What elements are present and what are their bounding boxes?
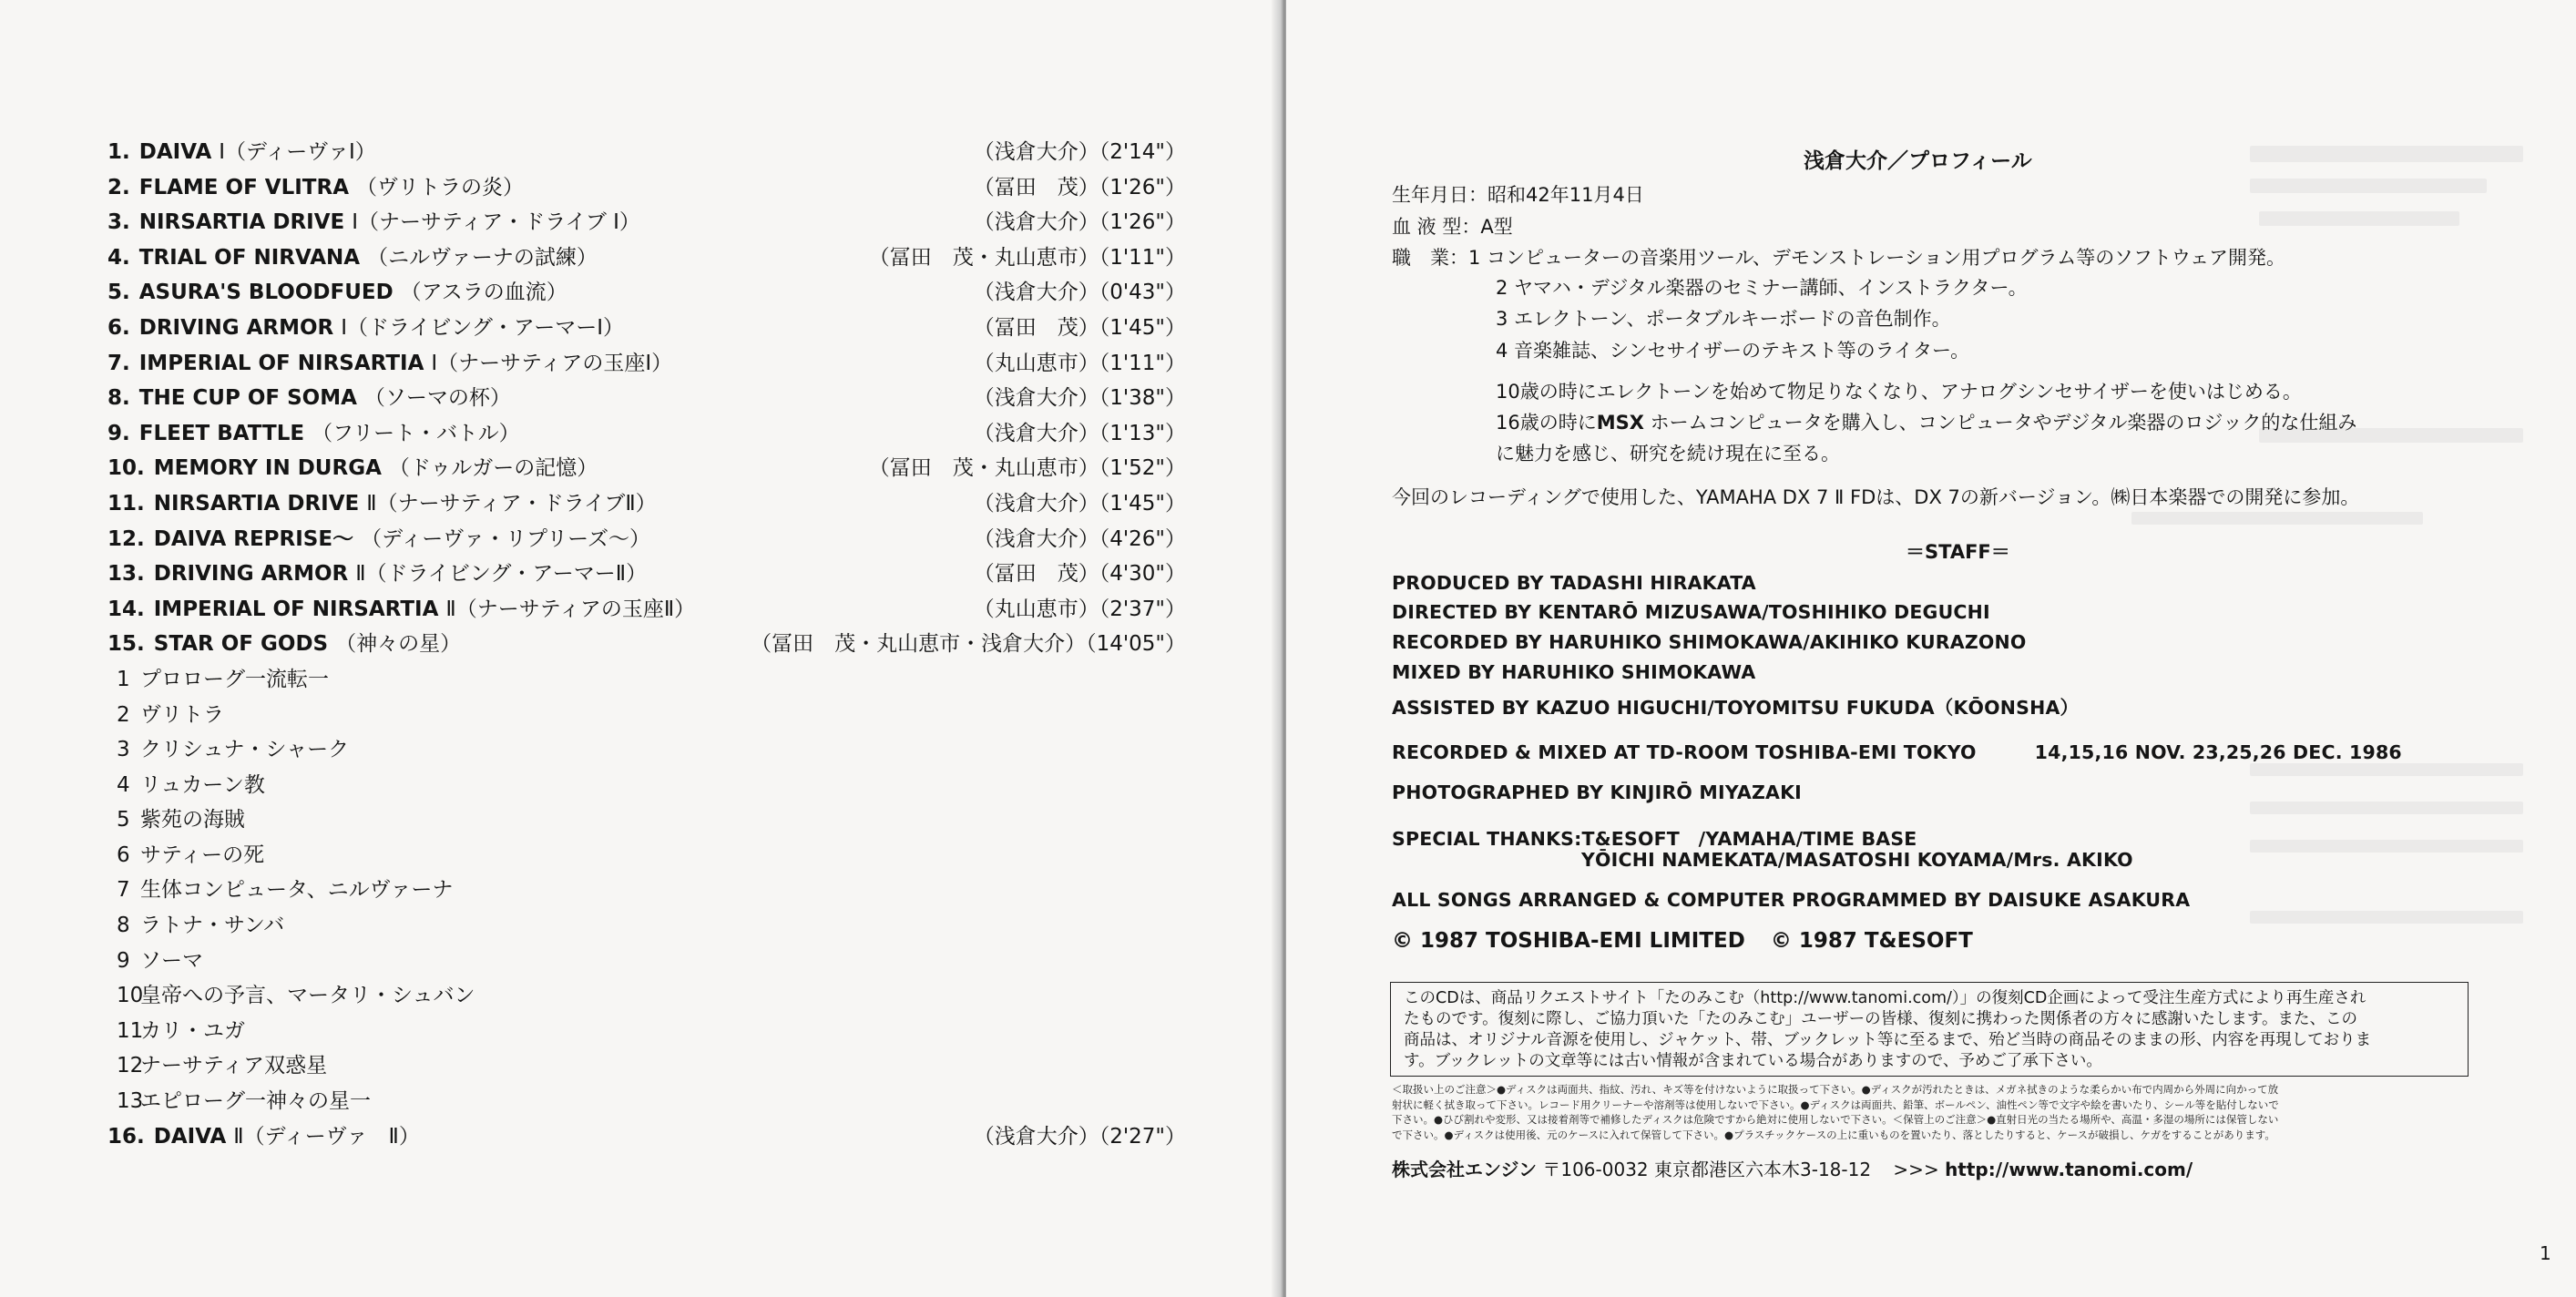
track-title: THE CUP OF SOMA — [138, 386, 357, 411]
track-title: DAIVA REPRISE～ — [153, 526, 354, 551]
subtrack-row — [107, 1014, 1186, 1049]
bio-line-2-end: ホームコンピュータを購入し、コンピュータやデジタル楽器のロジック的な仕組み — [1643, 412, 2357, 434]
track-japanese-title: （アスラの血流） — [400, 281, 567, 305]
notice-line: す。ブックレットの文章等には古い情報が含まれている場合がありますので、予めご了承下さい。 — [1404, 1052, 2102, 1070]
show-through-mark — [2131, 512, 2423, 525]
subtrack-row — [107, 732, 1186, 768]
track-credit: （浅倉大介）（1'26"） — [973, 210, 1186, 235]
track-title: DRIVING ARMOR — [138, 315, 334, 340]
subtrack-row — [107, 1084, 1186, 1119]
subtrack-number: 8 — [117, 914, 130, 938]
track-japanese-title: （フリート・バトル） — [312, 421, 520, 445]
track-credit: （冨田 茂）（1'45"） — [973, 315, 1186, 340]
track-number: 6. — [107, 315, 130, 340]
fine-print-line: ＜取扱い上のご注意＞●ディスクは両面共、指紋、汚れ、キズ等を付けないように取扱って下さい。●ディスクが汚れたときは、メガネ拭きのような柔らかい布で内周から外周に向かって放 — [1392, 1083, 2279, 1096]
subtrack-number: 1 — [117, 667, 130, 691]
track-title: NIRSARTIA DRIVE — [153, 491, 360, 516]
track-row — [107, 592, 1186, 628]
track-japanese-title: （ディーヴァ・リプリーズ～） — [361, 526, 650, 551]
track-credit: （丸山恵市）（2'37"） — [973, 597, 1186, 621]
track-row — [107, 416, 1186, 452]
handling-fine-print — [1392, 1082, 2472, 1142]
birth-row — [1392, 180, 1644, 208]
notice-line: 商品は、オリジナル音源を使用し、ジャケット、帯、ブックレット等に至るまで、殆ど当時の商品そのままの形、内容を再現しておりま — [1404, 1031, 2372, 1049]
subtrack-title: 皇帝への予言、マータリ・シュバン — [140, 984, 475, 1008]
track-japanese-title: Ⅱ（ドライビング・アーマーⅡ） — [355, 562, 648, 587]
tracklist — [107, 135, 1186, 1154]
track-number: 5. — [107, 281, 130, 305]
copyright-line — [1392, 929, 1973, 953]
track-title: DAIVA — [138, 140, 212, 164]
track-title: DAIVA — [153, 1124, 227, 1149]
track-number: 14. — [107, 597, 145, 621]
subtrack-number: 10 — [117, 984, 144, 1008]
dx7-note: 今回のレコーディングで使用した、YAMAHA DX 7 Ⅱ FDは、DX 7の新バージョン。㈱日本楽器での開発に参加。 — [1392, 486, 2360, 508]
subtrack-title: サティーの死 — [140, 843, 265, 867]
track-row — [107, 240, 1186, 276]
track-title: ASURA'S BLOODFUED — [138, 281, 394, 305]
subtrack-number: 2 — [117, 702, 130, 727]
track-japanese-title: Ⅰ（ディーヴァⅠ） — [219, 140, 376, 164]
job-item-2: 2 ヤマハ・デジタル楽器のセミナー講師、インストラクター。 — [1496, 277, 2028, 299]
msx-text: MSX — [1596, 412, 1644, 434]
subtrack-title: カリ・ユガ — [140, 1018, 245, 1043]
show-through-mark — [2250, 146, 2523, 162]
track-number: 10. — [107, 456, 145, 481]
track-number: 7. — [107, 351, 130, 375]
track-credit: （冨田 茂）（1'26"） — [973, 175, 1186, 199]
directed-credit: DIRECTED BY KENTARŌ MIZUSAWA/TOSHIHIKO DEGUCHI — [1392, 601, 1990, 623]
track-japanese-title: （ニルヴァーナの試練） — [367, 245, 598, 270]
subtrack-number: 4 — [117, 772, 130, 797]
subtrack-title: ソーマ — [140, 948, 203, 973]
track-title: NIRSARTIA DRIVE — [138, 210, 345, 235]
show-through-mark — [2250, 802, 2523, 814]
track-title: IMPERIAL OF NIRSARTIA — [153, 597, 439, 621]
photographed-credit: PHOTOGRAPHED BY KINJIRŌ MIYAZAKI — [1392, 781, 1803, 803]
track-row — [107, 1119, 1186, 1155]
subtrack-row — [107, 873, 1186, 908]
track-number: 11. — [107, 491, 145, 516]
subtrack-title: プロローグ一流転一 — [140, 667, 329, 691]
track-row — [107, 381, 1186, 416]
subtrack-title: 紫苑の海賊 — [140, 808, 245, 832]
recording-dates: 14,15,16 NOV. 23,25,26 DEC. 1986 — [2034, 741, 2402, 763]
fine-print-line: 下さい。●ひび割れや変形、又は接着剤等で補修したディスクは危険ですから絶対に使用しないで下さい。＜保管上のご注意＞●直射日光の当たる場所や、高温・多湿の場所には保管しない — [1392, 1113, 2279, 1126]
subtrack-row — [107, 944, 1186, 979]
job-item-1: 1 コンピューターの音楽用ツール、デモンストレーション用プログラム等のソフトウェア開発。 — [1468, 247, 2285, 269]
track-credit: （浅倉大介）（4'26"） — [973, 526, 1186, 551]
track-credit: （冨田 茂）（4'30"） — [973, 562, 1186, 587]
copyright-toshiba: © 1987 TOSHIBA-EMI LIMITED — [1392, 929, 1745, 953]
subtrack-row — [107, 698, 1186, 733]
bio-line-3: に魅力を感じ、研究を続け現在に至る。 — [1496, 443, 1840, 465]
subtrack-number: 11 — [117, 1018, 144, 1043]
arrows: >>> — [1893, 1159, 1939, 1180]
left-page — [0, 0, 1281, 1297]
job-label: 職 業： — [1392, 247, 1468, 269]
subtrack-number: 9 — [117, 948, 130, 973]
track-credit: （浅倉大介）（1'38"） — [973, 386, 1186, 411]
track-row — [107, 557, 1186, 592]
subtrack-row — [107, 662, 1186, 698]
track-title: IMPERIAL OF NIRSARTIA — [138, 351, 424, 375]
track-number: 16. — [107, 1124, 145, 1149]
subtrack-row — [107, 978, 1186, 1014]
track-title: TRIAL OF NIRVANA — [138, 245, 361, 270]
subtrack-title: ラトナ・サンバ — [140, 914, 285, 938]
page-number: 1 — [2540, 1242, 2551, 1264]
track-row — [107, 451, 1186, 486]
track-credit: （丸山恵市）（1'11"） — [973, 351, 1186, 375]
track-row — [107, 135, 1186, 170]
subtrack-title: ヴリトラ — [140, 702, 224, 727]
bio-line-2 — [1496, 408, 2356, 435]
track-japanese-title: （ドゥルガーの記憶） — [388, 456, 598, 481]
staff-heading: ＝STAFF＝ — [1906, 541, 2010, 563]
track-number: 2. — [107, 175, 130, 199]
show-through-mark — [2250, 840, 2523, 853]
track-row — [107, 170, 1186, 206]
subtrack-title: リュカーン教 — [140, 772, 265, 797]
track-credit: （冨田 茂・丸山恵市）（1'52"） — [868, 456, 1186, 481]
track-row — [107, 205, 1186, 240]
assisted-credit: ASSISTED BY KAZUO HIGUCHI/TOYOMITSU FUKUDA（KŌONSHA） — [1392, 697, 2080, 719]
subtrack-row — [107, 838, 1186, 873]
track-credit: （浅倉大介）（2'14"） — [973, 140, 1186, 164]
subtrack-number: 3 — [117, 738, 130, 762]
track-japanese-title: Ⅱ（ナーサティア・ドライブⅡ） — [366, 491, 657, 516]
track-row — [107, 522, 1186, 557]
track-row — [107, 311, 1186, 346]
track-title: DRIVING ARMOR — [153, 562, 349, 587]
notice-line: このCDは、商品リクエストサイト「たのみこむ（http://www.tanomi.com/）」の復刻CD企画によって受注生産方式により再生産され — [1404, 989, 2366, 1007]
company-footer — [1392, 1155, 2193, 1181]
bio-line-1: 10歳の時にエレクトーンを始めて物足りなくなり、アナログシンセサイザーを使いはじめる。 — [1496, 381, 2302, 403]
reissue-notice-box — [1390, 982, 2469, 1077]
track-credit: （浅倉大介）（1'13"） — [973, 421, 1186, 445]
track-japanese-title: （ソーマの杯） — [363, 386, 511, 411]
track-credit: （浅倉大介）（1'45"） — [973, 491, 1186, 516]
mixed-credit: MIXED BY HARUHIKO SHIMOKAWA — [1392, 661, 1756, 683]
company-address: 〒106-0032 東京都港区六本木3-18-12 — [1542, 1159, 1872, 1180]
track-credit: （浅倉大介）（2'27"） — [973, 1124, 1186, 1149]
subtrack-row — [107, 1048, 1186, 1084]
company-name: 株式会社エンジン — [1392, 1159, 1537, 1180]
track-credit: （浅倉大介）（0'43"） — [973, 281, 1186, 305]
subtrack-title: 生体コンピュータ、ニルヴァーナ — [140, 878, 454, 903]
produced-credit: PRODUCED BY TADASHI HIRAKATA — [1392, 572, 1756, 594]
track-japanese-title: （ヴリトラの炎） — [356, 175, 525, 199]
track-number: 13. — [107, 562, 145, 587]
blood-label: 血 液 型： — [1392, 216, 1481, 238]
birth-value: 昭和42年11月4日 — [1487, 184, 1644, 206]
track-row — [107, 346, 1186, 382]
subtrack-number: 5 — [117, 808, 130, 832]
subtrack-number: 13 — [117, 1089, 144, 1114]
copyright-tesoft: © 1987 T&ESOFT — [1770, 929, 1973, 953]
studio-name: RECORDED & MIXED AT TD-ROOM TOSHIBA-EMI TOKYO — [1392, 741, 1977, 763]
track-japanese-title: Ⅱ（ディーヴァ Ⅱ） — [233, 1124, 420, 1149]
show-through-mark — [2250, 763, 2523, 776]
track-title: FLEET BATTLE — [138, 421, 305, 445]
special-thanks-line-1: SPECIAL THANKS:T&ESOFT /YAMAHA/TIME BASE — [1392, 828, 1917, 850]
track-number: 1. — [107, 140, 130, 164]
track-row — [107, 627, 1186, 662]
track-japanese-title: Ⅱ（ナーサティアの玉座Ⅱ） — [445, 597, 696, 621]
subtrack-title: ナーサティア双惑星 — [140, 1054, 328, 1078]
subtrack-number: 7 — [117, 878, 130, 903]
track-number: 9. — [107, 421, 130, 445]
track-row — [107, 486, 1186, 522]
show-through-mark — [2250, 911, 2523, 924]
subtrack-title: クリシュナ・シャーク — [140, 738, 350, 762]
track-number: 3. — [107, 210, 130, 235]
track-japanese-title: Ⅰ（ドライビング・アーマーⅠ） — [341, 315, 624, 340]
job-item-3: 3 エレクトーン、ポータブルキーボードの音色制作。 — [1496, 308, 1951, 330]
track-number: 4. — [107, 245, 130, 270]
tanomi-url-link[interactable]: http://www.tanomi.com/ — [1945, 1159, 2193, 1180]
track-japanese-title: （神々の星） — [335, 632, 462, 657]
subtrack-number: 6 — [117, 843, 130, 867]
track-title: FLAME OF VLITRA — [138, 175, 350, 199]
show-through-mark — [2250, 179, 2487, 193]
show-through-mark — [2259, 211, 2459, 226]
track-title: MEMORY IN DURGA — [153, 456, 382, 481]
special-thanks-line-2: YŌICHI NAMEKATA/MASATOSHI KOYAMA/Mrs. AKIKO — [1581, 849, 2133, 871]
track-credit: （冨田 茂・丸山恵市・浅倉大介）（14'05"） — [751, 632, 1186, 657]
subtrack-row — [107, 802, 1186, 838]
fine-print-line: で下さい。●ディスクは使用後、元のケースに入れて保管して下さい。●プラスチックケースの上に重いものを置いたり、落としたりすると、ケースが破損し、ケガをすることがあります。 — [1392, 1128, 2275, 1141]
track-number: 8. — [107, 386, 130, 411]
track-number: 15. — [107, 632, 145, 657]
track-credit: （冨田 茂・丸山恵市）（1'11"） — [868, 245, 1186, 270]
track-japanese-title: Ⅰ（ナーサティアの玉座Ⅰ） — [431, 351, 673, 375]
blood-row — [1392, 212, 1513, 240]
track-row — [107, 275, 1186, 311]
birth-label: 生年月日： — [1392, 184, 1487, 206]
bio-line-2-start: 16歳の時に — [1496, 412, 1597, 434]
subtrack-number: 12 — [117, 1054, 144, 1078]
subtrack-row — [107, 768, 1186, 803]
track-title: STAR OF GODS — [153, 632, 329, 657]
job-row — [1392, 243, 2285, 271]
recorded-credit: RECORDED BY HARUHIKO SHIMOKAWA/AKIHIKO KURAZONO — [1392, 631, 2027, 653]
subtrack-row — [107, 908, 1186, 944]
arranged-credit: ALL SONGS ARRANGED & COMPUTER PROGRAMMED BY DAISUKE ASAKURA — [1392, 889, 2191, 911]
subtrack-title: エピローグ一神々の星一 — [140, 1089, 371, 1114]
fine-print-line: 射状に軽く拭き取って下さい。レコード用クリーナーや溶剤等は使用しないで下さい。●ディスクは両面共、鉛筆、ボールペン、油性ペン等で文字や絵を書いたり、シール等を貼付しないで — [1392, 1098, 2279, 1111]
track-japanese-title: Ⅰ（ナーサティア・ドライブ Ⅰ） — [352, 210, 640, 235]
job-item-4: 4 音楽雑誌、シンセサイザーのテキスト等のライター。 — [1496, 340, 1970, 362]
notice-line: たものです。復刻に際し、ご協力頂いた「たのみこむ」ユーザーの皆様、復刻に携わった関係者の方々に感謝いたします。また、この — [1404, 1010, 2358, 1028]
profile-title: 浅倉大介／プロフィール — [1804, 149, 2032, 173]
studio-credit — [1392, 741, 2402, 763]
blood-value: A型 — [1480, 216, 1513, 238]
track-number: 12. — [107, 526, 145, 551]
